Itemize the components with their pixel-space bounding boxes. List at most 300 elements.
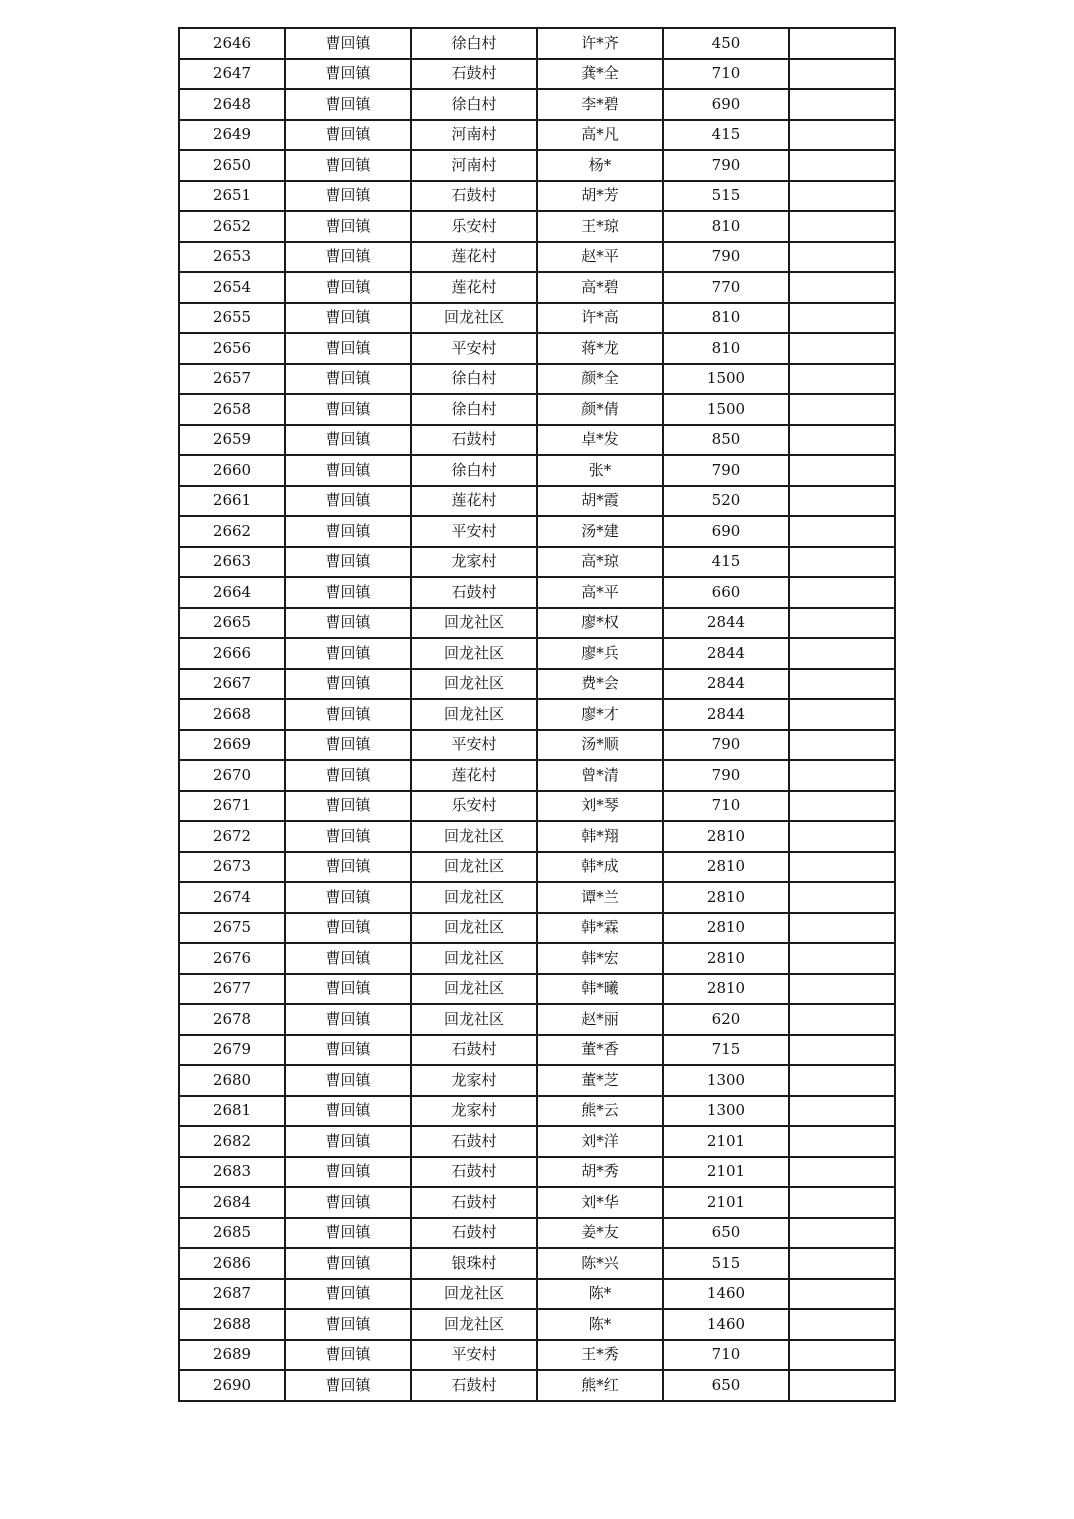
town-cell: 曹回镇 [285, 730, 411, 761]
name-cell: 颜*倩 [537, 394, 663, 425]
remark-cell [789, 425, 895, 456]
table-row [179, 1309, 895, 1340]
amount-cell: 2101 [663, 1187, 789, 1218]
name-cell: 高*凡 [537, 120, 663, 151]
village-cell: 回龙社区 [411, 699, 537, 730]
row-number-cell: 2655 [179, 303, 285, 334]
table-row [179, 59, 895, 90]
town-cell: 曹回镇 [285, 1096, 411, 1127]
table-row [179, 791, 895, 822]
remark-cell [789, 364, 895, 395]
remark-cell [789, 943, 895, 974]
table-row [179, 882, 895, 913]
remark-cell [789, 486, 895, 517]
row-number-cell: 2689 [179, 1340, 285, 1371]
row-number-cell: 2664 [179, 577, 285, 608]
table-row [179, 638, 895, 669]
town-cell: 曹回镇 [285, 852, 411, 883]
amount-cell: 770 [663, 272, 789, 303]
row-number-cell: 2675 [179, 913, 285, 944]
village-cell: 徐白村 [411, 89, 537, 120]
table-row [179, 608, 895, 639]
village-cell: 石鼓村 [411, 1126, 537, 1157]
name-cell: 谭*兰 [537, 882, 663, 913]
name-cell: 杨* [537, 150, 663, 181]
village-cell: 石鼓村 [411, 1370, 537, 1401]
amount-cell: 1500 [663, 394, 789, 425]
row-number-cell: 2649 [179, 120, 285, 151]
town-cell: 曹回镇 [285, 1187, 411, 1218]
table-row [179, 425, 895, 456]
village-cell: 徐白村 [411, 28, 537, 59]
remark-cell [789, 1035, 895, 1066]
town-cell: 曹回镇 [285, 1279, 411, 1310]
village-cell: 徐白村 [411, 394, 537, 425]
row-number-cell: 2660 [179, 455, 285, 486]
remark-cell [789, 821, 895, 852]
town-cell: 曹回镇 [285, 1004, 411, 1035]
village-cell: 石鼓村 [411, 1218, 537, 1249]
name-cell: 陈* [537, 1279, 663, 1310]
amount-cell: 710 [663, 59, 789, 90]
amount-cell: 2101 [663, 1157, 789, 1188]
name-cell: 赵*丽 [537, 1004, 663, 1035]
town-cell: 曹回镇 [285, 181, 411, 212]
amount-cell: 790 [663, 242, 789, 273]
amount-cell: 620 [663, 1004, 789, 1035]
name-cell: 高*琼 [537, 547, 663, 578]
table-row [179, 181, 895, 212]
remark-cell [789, 181, 895, 212]
village-cell: 回龙社区 [411, 1309, 537, 1340]
town-cell: 曹回镇 [285, 89, 411, 120]
name-cell: 韩*霖 [537, 913, 663, 944]
amount-cell: 515 [663, 181, 789, 212]
row-number-cell: 2647 [179, 59, 285, 90]
name-cell: 王*秀 [537, 1340, 663, 1371]
remark-cell [789, 303, 895, 334]
row-number-cell: 2654 [179, 272, 285, 303]
row-number-cell: 2671 [179, 791, 285, 822]
remark-cell [789, 791, 895, 822]
amount-cell: 2810 [663, 882, 789, 913]
row-number-cell: 2663 [179, 547, 285, 578]
amount-cell: 710 [663, 791, 789, 822]
table-row [179, 1340, 895, 1371]
town-cell: 曹回镇 [285, 669, 411, 700]
name-cell: 韩*曦 [537, 974, 663, 1005]
table-row [179, 852, 895, 883]
table-row [179, 1218, 895, 1249]
remark-cell [789, 852, 895, 883]
village-cell: 石鼓村 [411, 59, 537, 90]
row-number-cell: 2659 [179, 425, 285, 456]
remark-cell [789, 638, 895, 669]
amount-cell: 790 [663, 760, 789, 791]
town-cell: 曹回镇 [285, 425, 411, 456]
remark-cell [789, 150, 895, 181]
village-cell: 乐安村 [411, 791, 537, 822]
village-cell: 莲花村 [411, 760, 537, 791]
name-cell: 胡*芳 [537, 181, 663, 212]
remark-cell [789, 699, 895, 730]
row-number-cell: 2666 [179, 638, 285, 669]
row-number-cell: 2658 [179, 394, 285, 425]
village-cell: 龙家村 [411, 1065, 537, 1096]
village-cell: 龙家村 [411, 1096, 537, 1127]
town-cell: 曹回镇 [285, 577, 411, 608]
table-row [179, 730, 895, 761]
row-number-cell: 2677 [179, 974, 285, 1005]
village-cell: 回龙社区 [411, 913, 537, 944]
table-row [179, 242, 895, 273]
name-cell: 陈* [537, 1309, 663, 1340]
amount-cell: 2844 [663, 608, 789, 639]
table-row [179, 974, 895, 1005]
name-cell: 许*齐 [537, 28, 663, 59]
row-number-cell: 2648 [179, 89, 285, 120]
name-cell: 王*琼 [537, 211, 663, 242]
data-table-container [178, 27, 894, 1402]
row-number-cell: 2673 [179, 852, 285, 883]
amount-cell: 810 [663, 333, 789, 364]
name-cell: 费*会 [537, 669, 663, 700]
name-cell: 汤*顺 [537, 730, 663, 761]
name-cell: 张* [537, 455, 663, 486]
amount-cell: 1300 [663, 1065, 789, 1096]
table-row [179, 364, 895, 395]
name-cell: 卓*发 [537, 425, 663, 456]
name-cell: 许*高 [537, 303, 663, 334]
remark-cell [789, 1309, 895, 1340]
amount-cell: 650 [663, 1370, 789, 1401]
table-row [179, 1126, 895, 1157]
name-cell: 韩*宏 [537, 943, 663, 974]
name-cell: 熊*红 [537, 1370, 663, 1401]
village-cell: 回龙社区 [411, 821, 537, 852]
name-cell: 韩*成 [537, 852, 663, 883]
town-cell: 曹回镇 [285, 455, 411, 486]
row-number-cell: 2651 [179, 181, 285, 212]
table-row [179, 577, 895, 608]
table-row [179, 394, 895, 425]
table-row [179, 669, 895, 700]
name-cell: 颜*全 [537, 364, 663, 395]
table-row [179, 1096, 895, 1127]
amount-cell: 1300 [663, 1096, 789, 1127]
town-cell: 曹回镇 [285, 242, 411, 273]
name-cell: 李*碧 [537, 89, 663, 120]
name-cell: 廖*权 [537, 608, 663, 639]
remark-cell [789, 1187, 895, 1218]
town-cell: 曹回镇 [285, 516, 411, 547]
table-row [179, 120, 895, 151]
remark-cell [789, 516, 895, 547]
village-cell: 回龙社区 [411, 974, 537, 1005]
town-cell: 曹回镇 [285, 608, 411, 639]
village-cell: 龙家村 [411, 547, 537, 578]
remark-cell [789, 1340, 895, 1371]
village-cell: 莲花村 [411, 486, 537, 517]
town-cell: 曹回镇 [285, 333, 411, 364]
town-cell: 曹回镇 [285, 547, 411, 578]
village-cell: 河南村 [411, 150, 537, 181]
village-cell: 平安村 [411, 1340, 537, 1371]
town-cell: 曹回镇 [285, 1309, 411, 1340]
village-cell: 徐白村 [411, 364, 537, 395]
remark-cell [789, 272, 895, 303]
town-cell: 曹回镇 [285, 1126, 411, 1157]
remark-cell [789, 547, 895, 578]
row-number-cell: 2653 [179, 242, 285, 273]
town-cell: 曹回镇 [285, 394, 411, 425]
row-number-cell: 2656 [179, 333, 285, 364]
name-cell: 赵*平 [537, 242, 663, 273]
remark-cell [789, 394, 895, 425]
row-number-cell: 2685 [179, 1218, 285, 1249]
amount-cell: 810 [663, 303, 789, 334]
village-cell: 回龙社区 [411, 638, 537, 669]
table-row [179, 1004, 895, 1035]
amount-cell: 2810 [663, 974, 789, 1005]
table-row [179, 211, 895, 242]
row-number-cell: 2646 [179, 28, 285, 59]
remark-cell [789, 333, 895, 364]
name-cell: 刘*洋 [537, 1126, 663, 1157]
town-cell: 曹回镇 [285, 211, 411, 242]
remark-cell [789, 242, 895, 273]
remark-cell [789, 974, 895, 1005]
town-cell: 曹回镇 [285, 699, 411, 730]
village-cell: 石鼓村 [411, 577, 537, 608]
name-cell: 高*碧 [537, 272, 663, 303]
row-number-cell: 2665 [179, 608, 285, 639]
town-cell: 曹回镇 [285, 1218, 411, 1249]
row-number-cell: 2672 [179, 821, 285, 852]
town-cell: 曹回镇 [285, 1248, 411, 1279]
remark-cell [789, 455, 895, 486]
remark-cell [789, 1065, 895, 1096]
row-number-cell: 2669 [179, 730, 285, 761]
amount-cell: 790 [663, 455, 789, 486]
name-cell: 董*香 [537, 1035, 663, 1066]
name-cell: 廖*兵 [537, 638, 663, 669]
village-cell: 莲花村 [411, 272, 537, 303]
table-row [179, 272, 895, 303]
table-row [179, 89, 895, 120]
row-number-cell: 2674 [179, 882, 285, 913]
town-cell: 曹回镇 [285, 943, 411, 974]
village-cell: 河南村 [411, 120, 537, 151]
table-row [179, 333, 895, 364]
amount-cell: 650 [663, 1218, 789, 1249]
table-row [179, 913, 895, 944]
remark-cell [789, 1370, 895, 1401]
table-row [179, 547, 895, 578]
town-cell: 曹回镇 [285, 1157, 411, 1188]
town-cell: 曹回镇 [285, 882, 411, 913]
name-cell: 刘*琴 [537, 791, 663, 822]
village-cell: 回龙社区 [411, 1004, 537, 1035]
row-number-cell: 2690 [179, 1370, 285, 1401]
amount-cell: 2810 [663, 852, 789, 883]
table-row [179, 1187, 895, 1218]
amount-cell: 850 [663, 425, 789, 456]
table-row [179, 455, 895, 486]
village-cell: 回龙社区 [411, 852, 537, 883]
row-number-cell: 2678 [179, 1004, 285, 1035]
village-cell: 回龙社区 [411, 303, 537, 334]
remark-cell [789, 1218, 895, 1249]
remark-cell [789, 608, 895, 639]
name-cell: 蒋*龙 [537, 333, 663, 364]
town-cell: 曹回镇 [285, 974, 411, 1005]
town-cell: 曹回镇 [285, 364, 411, 395]
town-cell: 曹回镇 [285, 120, 411, 151]
remark-cell [789, 59, 895, 90]
table-row [179, 1248, 895, 1279]
amount-cell: 2810 [663, 943, 789, 974]
name-cell: 姜*友 [537, 1218, 663, 1249]
remark-cell [789, 730, 895, 761]
village-cell: 平安村 [411, 516, 537, 547]
town-cell: 曹回镇 [285, 1035, 411, 1066]
table-row [179, 1035, 895, 1066]
town-cell: 曹回镇 [285, 791, 411, 822]
amount-cell: 515 [663, 1248, 789, 1279]
row-number-cell: 2657 [179, 364, 285, 395]
village-cell: 平安村 [411, 333, 537, 364]
name-cell: 熊*云 [537, 1096, 663, 1127]
row-number-cell: 2684 [179, 1187, 285, 1218]
village-cell: 石鼓村 [411, 1157, 537, 1188]
town-cell: 曹回镇 [285, 59, 411, 90]
amount-cell: 790 [663, 150, 789, 181]
table-row [179, 1370, 895, 1401]
name-cell: 高*平 [537, 577, 663, 608]
table-row [179, 28, 895, 59]
name-cell: 汤*建 [537, 516, 663, 547]
town-cell: 曹回镇 [285, 272, 411, 303]
town-cell: 曹回镇 [285, 760, 411, 791]
row-number-cell: 2688 [179, 1309, 285, 1340]
village-cell: 平安村 [411, 730, 537, 761]
name-cell: 刘*华 [537, 1187, 663, 1218]
amount-cell: 2810 [663, 913, 789, 944]
village-cell: 银珠村 [411, 1248, 537, 1279]
village-cell: 石鼓村 [411, 181, 537, 212]
row-number-cell: 2662 [179, 516, 285, 547]
amount-cell: 1460 [663, 1309, 789, 1340]
table-row [179, 699, 895, 730]
table-row [179, 1157, 895, 1188]
name-cell: 廖*才 [537, 699, 663, 730]
town-cell: 曹回镇 [285, 303, 411, 334]
amount-cell: 2810 [663, 821, 789, 852]
remark-cell [789, 120, 895, 151]
amount-cell: 690 [663, 89, 789, 120]
amount-cell: 2844 [663, 638, 789, 669]
amount-cell: 450 [663, 28, 789, 59]
remark-cell [789, 669, 895, 700]
village-cell: 石鼓村 [411, 425, 537, 456]
amount-cell: 415 [663, 120, 789, 151]
table-row [179, 150, 895, 181]
remark-cell [789, 1004, 895, 1035]
amount-cell: 2844 [663, 699, 789, 730]
village-cell: 乐安村 [411, 211, 537, 242]
name-cell: 陈*兴 [537, 1248, 663, 1279]
table-body [179, 28, 895, 1401]
amount-cell: 710 [663, 1340, 789, 1371]
name-cell: 胡*秀 [537, 1157, 663, 1188]
remark-cell [789, 28, 895, 59]
row-number-cell: 2687 [179, 1279, 285, 1310]
amount-cell: 810 [663, 211, 789, 242]
town-cell: 曹回镇 [285, 1370, 411, 1401]
town-cell: 曹回镇 [285, 150, 411, 181]
remark-cell [789, 1248, 895, 1279]
village-cell: 徐白村 [411, 455, 537, 486]
amount-cell: 1460 [663, 1279, 789, 1310]
remark-cell [789, 882, 895, 913]
remark-cell [789, 211, 895, 242]
village-cell: 莲花村 [411, 242, 537, 273]
table-row [179, 760, 895, 791]
village-cell: 回龙社区 [411, 943, 537, 974]
table-row [179, 1279, 895, 1310]
remark-cell [789, 913, 895, 944]
amount-cell: 715 [663, 1035, 789, 1066]
table-row [179, 486, 895, 517]
village-cell: 石鼓村 [411, 1187, 537, 1218]
town-cell: 曹回镇 [285, 913, 411, 944]
village-cell: 回龙社区 [411, 1279, 537, 1310]
row-number-cell: 2670 [179, 760, 285, 791]
amount-cell: 690 [663, 516, 789, 547]
table-row [179, 516, 895, 547]
row-number-cell: 2683 [179, 1157, 285, 1188]
town-cell: 曹回镇 [285, 486, 411, 517]
data-table [178, 27, 896, 1402]
row-number-cell: 2680 [179, 1065, 285, 1096]
name-cell: 龚*全 [537, 59, 663, 90]
town-cell: 曹回镇 [285, 1340, 411, 1371]
row-number-cell: 2681 [179, 1096, 285, 1127]
row-number-cell: 2679 [179, 1035, 285, 1066]
amount-cell: 790 [663, 730, 789, 761]
row-number-cell: 2667 [179, 669, 285, 700]
row-number-cell: 2650 [179, 150, 285, 181]
remark-cell [789, 1126, 895, 1157]
village-cell: 回龙社区 [411, 608, 537, 639]
amount-cell: 415 [663, 547, 789, 578]
name-cell: 曾*清 [537, 760, 663, 791]
row-number-cell: 2682 [179, 1126, 285, 1157]
village-cell: 石鼓村 [411, 1035, 537, 1066]
name-cell: 胡*霞 [537, 486, 663, 517]
amount-cell: 2844 [663, 669, 789, 700]
name-cell: 韩*翔 [537, 821, 663, 852]
name-cell: 董*芝 [537, 1065, 663, 1096]
row-number-cell: 2652 [179, 211, 285, 242]
table-row [179, 1065, 895, 1096]
table-row [179, 943, 895, 974]
town-cell: 曹回镇 [285, 28, 411, 59]
remark-cell [789, 1096, 895, 1127]
amount-cell: 2101 [663, 1126, 789, 1157]
amount-cell: 520 [663, 486, 789, 517]
